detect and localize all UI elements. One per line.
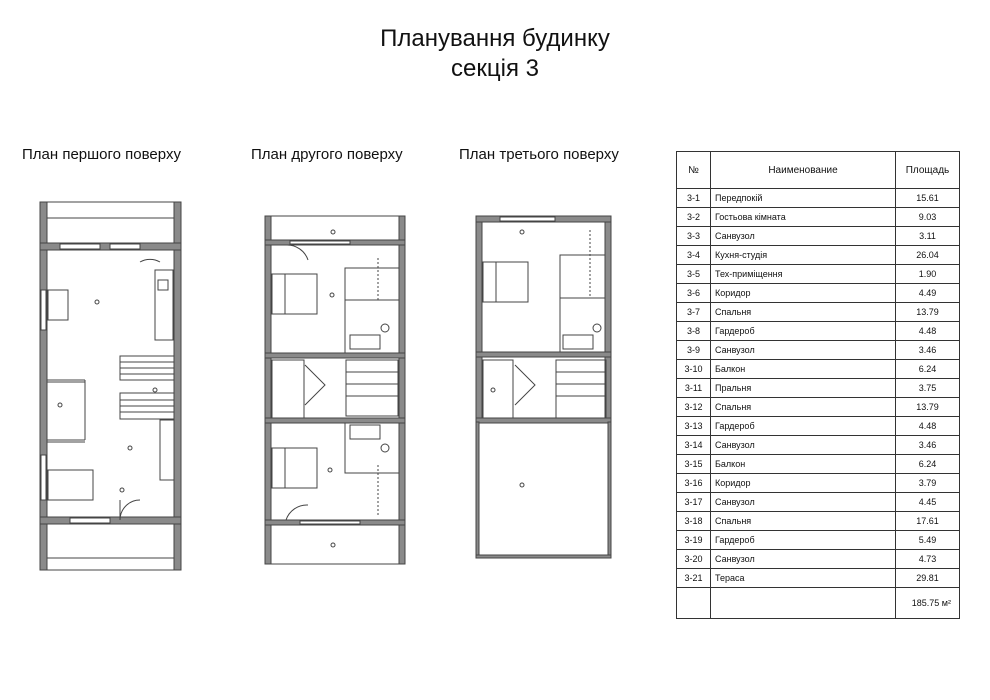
table-row: [677, 189, 960, 208]
room-area: 4.48: [896, 417, 960, 436]
room-name: Спальня: [711, 512, 896, 531]
table-row: [677, 341, 960, 360]
room-area-table: [676, 151, 960, 619]
room-area: 4.49: [896, 284, 960, 303]
second-floor-label: План другого поверху: [251, 146, 403, 163]
room-number: 3-9: [677, 341, 711, 360]
room-name: Тераса: [711, 569, 896, 588]
room-area: 4.48: [896, 322, 960, 341]
room-area: 4.73: [896, 550, 960, 569]
table-row: [677, 246, 960, 265]
room-number: 3-8: [677, 322, 711, 341]
room-area: 26.04: [896, 246, 960, 265]
room-area: 15.61: [896, 189, 960, 208]
room-name: Санвузол: [711, 436, 896, 455]
room-name: Санвузол: [711, 227, 896, 246]
room-area: 3.11: [896, 227, 960, 246]
first-floor-label: План першого поверху: [22, 146, 181, 163]
room-number: 3-14: [677, 436, 711, 455]
table-row: [677, 455, 960, 474]
table-row: [677, 227, 960, 246]
room-area: 1.90: [896, 265, 960, 284]
table-row: [677, 303, 960, 322]
room-number: 3-18: [677, 512, 711, 531]
room-name: Пральня: [711, 379, 896, 398]
room-number: 3-13: [677, 417, 711, 436]
table-header-row: [677, 152, 960, 189]
room-name: Спальня: [711, 303, 896, 322]
header-num: №: [677, 152, 711, 189]
room-number: 3-11: [677, 379, 711, 398]
room-number: 3-21: [677, 569, 711, 588]
room-area: 6.24: [896, 455, 960, 474]
table-row: [677, 512, 960, 531]
room-number: 3-19: [677, 531, 711, 550]
table-row: [677, 550, 960, 569]
table-row: [677, 360, 960, 379]
table-row: [677, 417, 960, 436]
room-name: Балкон: [711, 360, 896, 379]
table-row: [677, 398, 960, 417]
room-area: 29.81: [896, 569, 960, 588]
room-number: 3-12: [677, 398, 711, 417]
total-empty-1: [677, 588, 711, 619]
room-name: Коридор: [711, 284, 896, 303]
room-name: Передпокій: [711, 189, 896, 208]
room-name: Тех-приміщення: [711, 265, 896, 284]
table-row: [677, 436, 960, 455]
total-row: [677, 588, 960, 619]
first-floor-plan: [40, 202, 181, 570]
table-row: [677, 493, 960, 512]
room-number: 3-2: [677, 208, 711, 227]
room-area: 13.79: [896, 398, 960, 417]
header-name: Наименование: [711, 152, 896, 189]
room-area: 17.61: [896, 512, 960, 531]
room-name: Санвузол: [711, 341, 896, 360]
room-area: 13.79: [896, 303, 960, 322]
room-area: 3.46: [896, 436, 960, 455]
page-title: Планування будинку: [380, 25, 610, 52]
room-name: Санвузол: [711, 550, 896, 569]
room-number: 3-6: [677, 284, 711, 303]
header-area: Площадь: [896, 152, 960, 189]
room-number: 3-10: [677, 360, 711, 379]
third-floor-label: План третього поверху: [459, 146, 619, 163]
table-row: [677, 284, 960, 303]
table-row: [677, 531, 960, 550]
room-name: Санвузол: [711, 493, 896, 512]
table-row: [677, 379, 960, 398]
table-row: [677, 569, 960, 588]
room-name: Коридор: [711, 474, 896, 493]
room-number: 3-20: [677, 550, 711, 569]
total-empty-2: [711, 588, 896, 619]
room-number: 3-1: [677, 189, 711, 208]
room-name: Спальня: [711, 398, 896, 417]
third-floor-plan: [476, 216, 611, 558]
room-number: 3-4: [677, 246, 711, 265]
room-name: Кухня-студія: [711, 246, 896, 265]
room-area: 9.03: [896, 208, 960, 227]
room-name: Гардероб: [711, 322, 896, 341]
room-number: 3-17: [677, 493, 711, 512]
room-number: 3-16: [677, 474, 711, 493]
room-name: Балкон: [711, 455, 896, 474]
room-area: 3.46: [896, 341, 960, 360]
room-name: Гардероб: [711, 531, 896, 550]
room-name: Гостьова кімната: [711, 208, 896, 227]
room-number: 3-3: [677, 227, 711, 246]
room-number: 3-5: [677, 265, 711, 284]
room-number: 3-7: [677, 303, 711, 322]
room-area: 3.79: [896, 474, 960, 493]
table-row: [677, 208, 960, 227]
room-area: 4.45: [896, 493, 960, 512]
table-row: [677, 265, 960, 284]
room-area: 3.75: [896, 379, 960, 398]
room-number: 3-15: [677, 455, 711, 474]
total-area: 185.75 м²: [896, 588, 960, 619]
room-name: Гардероб: [711, 417, 896, 436]
table-row: [677, 474, 960, 493]
room-area: 5.49: [896, 531, 960, 550]
table-row: [677, 322, 960, 341]
page-subtitle: секція 3: [451, 55, 539, 82]
room-area: 6.24: [896, 360, 960, 379]
second-floor-plan: [265, 216, 405, 564]
